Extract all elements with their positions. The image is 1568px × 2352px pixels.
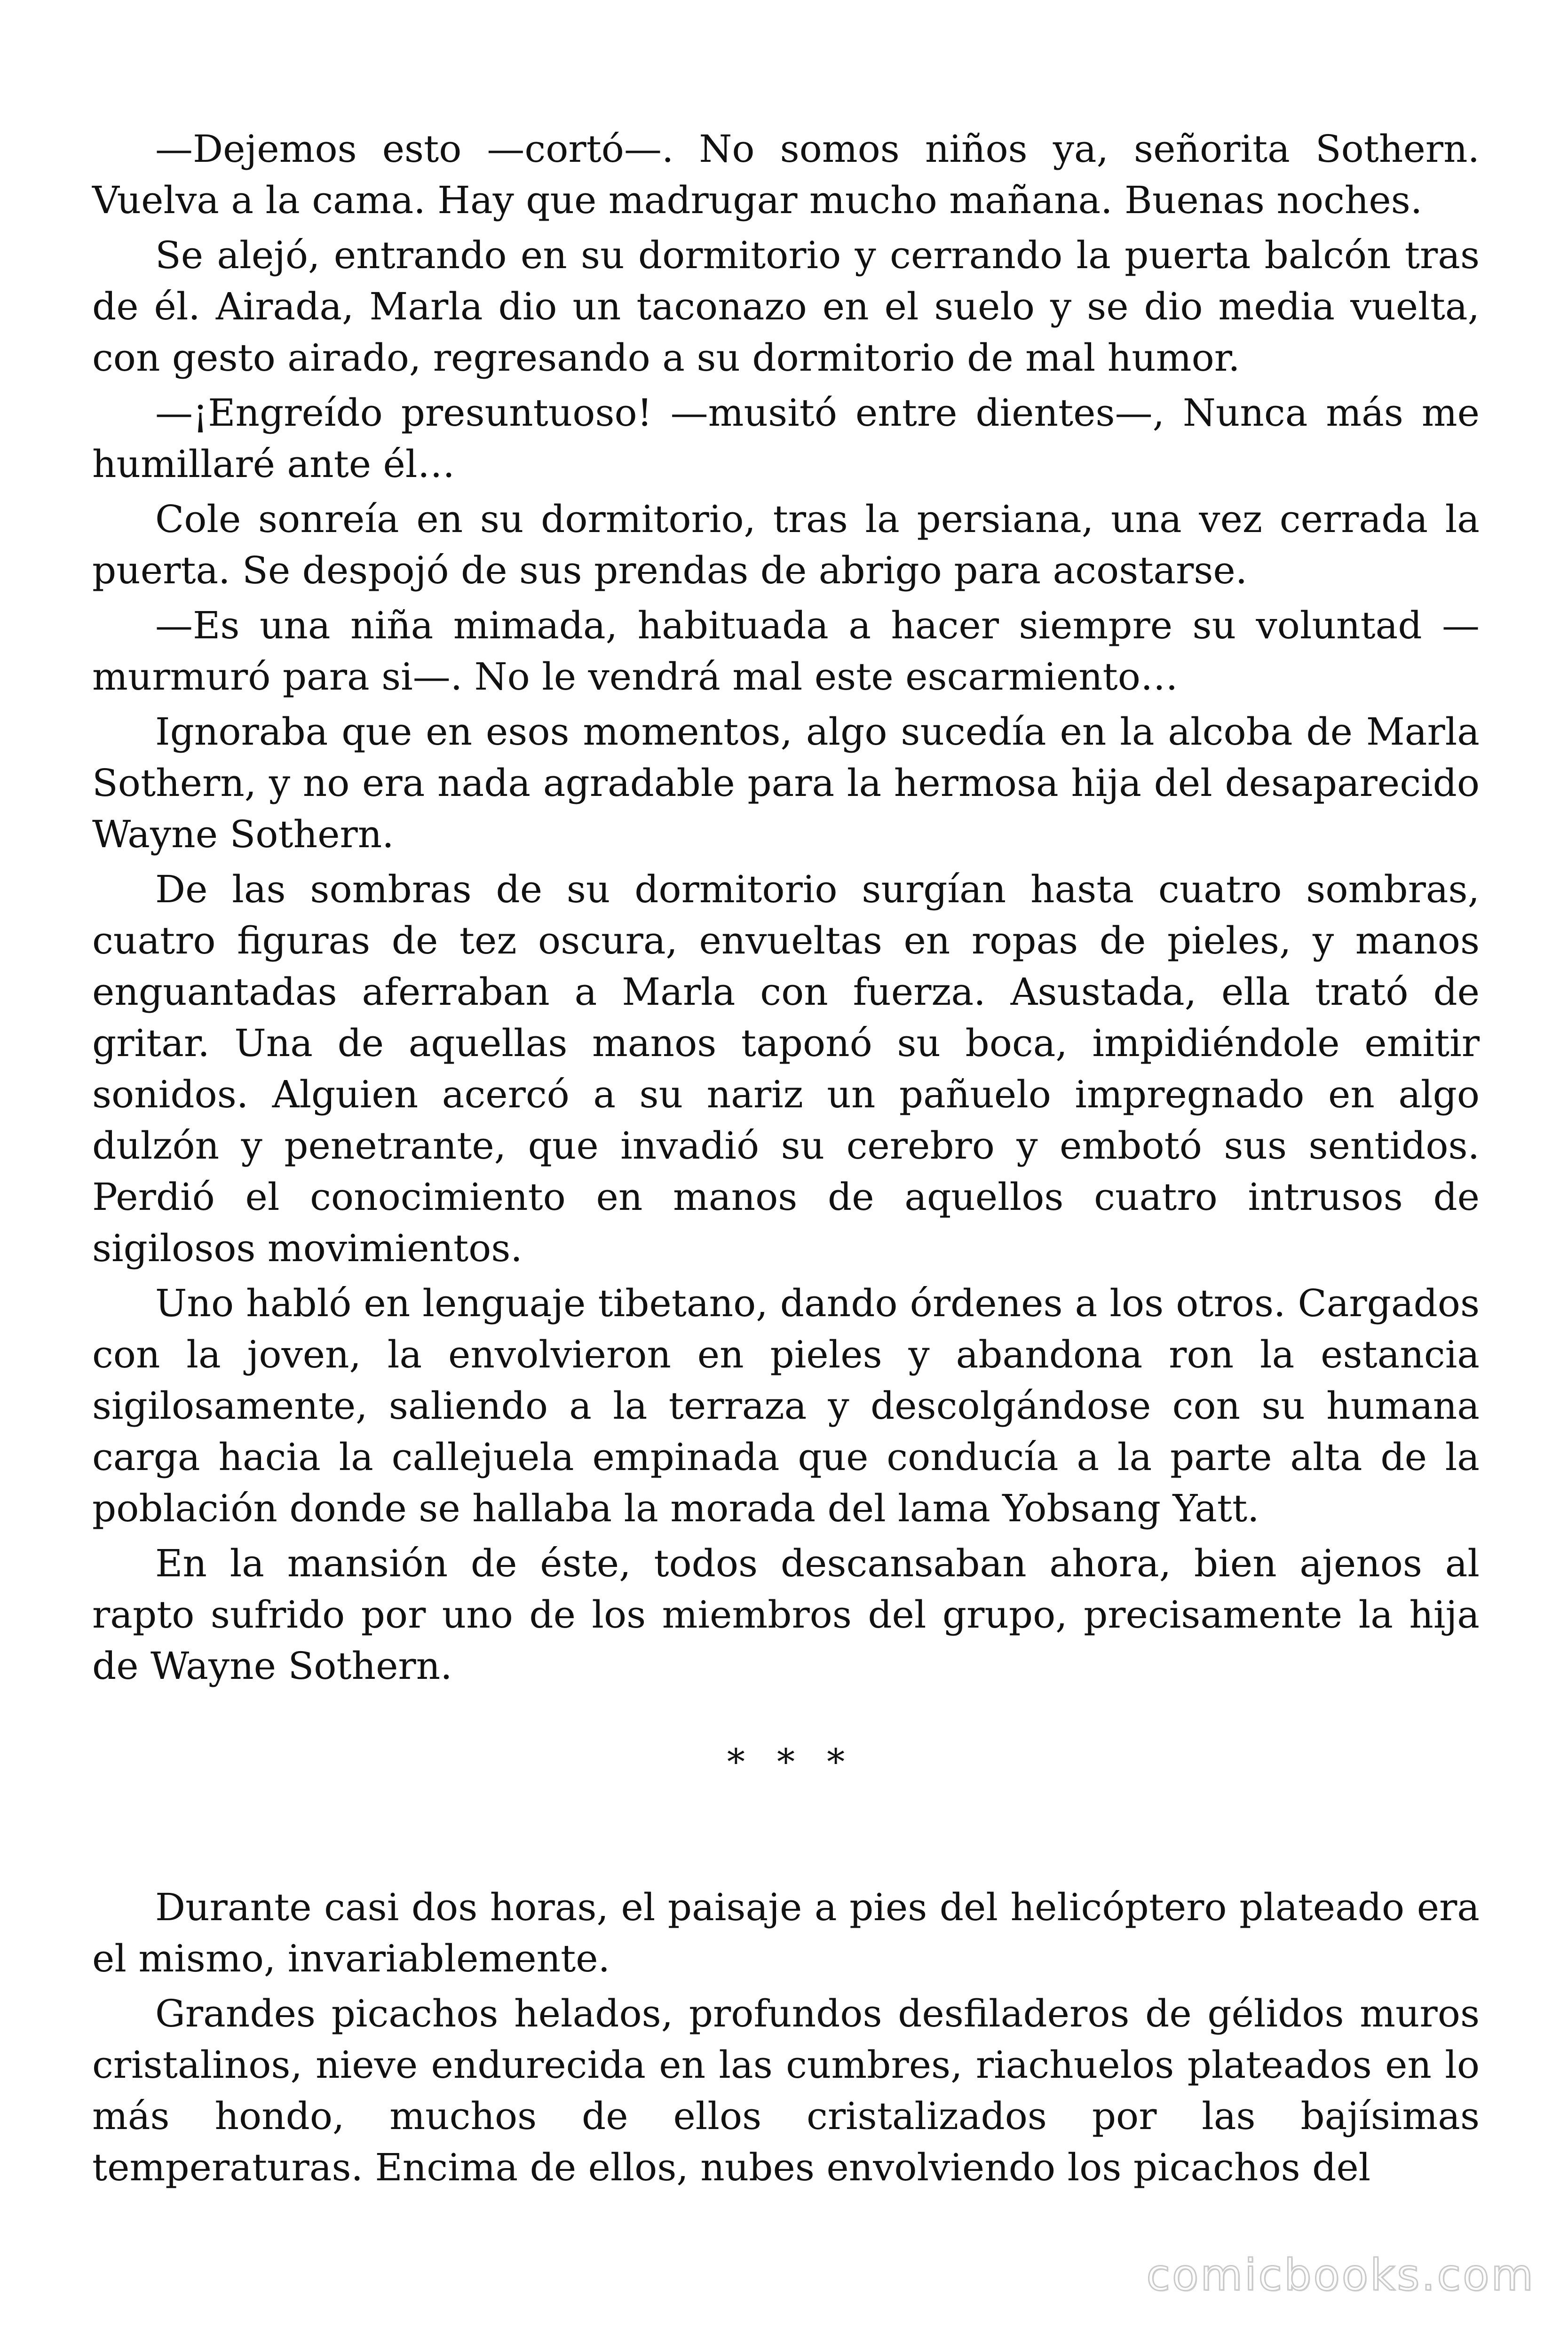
paragraph: Durante casi dos horas, el paisaje a pies del helicóptero plateado era el mismo, invariablemente.	[92, 1885, 1480, 1980]
paragraph: —Dejemos esto —cortó—. No somos niños ya, señorita Sothern. Vuelva a la cama. Hay que madrugar mucho mañana. Buenas noches.	[92, 127, 1480, 222]
paragraph: Cole sonreía en su dormitorio, tras la persiana, una vez cerrada la puerta. Se despojó de sus prendas de abrigo para acostarse.	[92, 497, 1480, 592]
paragraph: —¡Engreído presuntuoso! —musitó entre dientes—, Nunca más me humillaré ante él…	[92, 391, 1480, 486]
section-separator: * * *	[727, 1741, 855, 1783]
paragraph: Grandes picachos helados, profundos desfiladeros de gélidos muros cristalinos, nieve endurecida en las cumbres, riachuelos plateados en lo más hondo, muchos de ellos cristalizados por las bajísimas temperaturas. Encima de ellos, nubes envolviendo los picachos del	[92, 1992, 1480, 2189]
paragraph: Uno habló en lenguaje tibetano, dando órdenes a los otros. Cargados con la joven, la envolvieron en pieles y abandona ron la estancia sigilosamente, saliendo a la terraza y descolgándose con su humana carga hacia la callejuela empinada que conducía a la parte alta de la población donde se hallaba la morada del lama Yobsang Yatt.	[92, 1281, 1480, 1530]
paragraph: Se alejó, entrando en su dormitorio y cerrando la puerta balcón tras de él. Airada, Marla dio un taconazo en el suelo y se dio media vuelta, con gesto airado, regresando a su dormitorio de mal humor.	[92, 233, 1480, 380]
paragraph: En la mansión de éste, todos descansaban ahora, bien ajenos al rapto sufrido por uno de los miembros del grupo, precisamente la hija de Wayne Sothern.	[92, 1542, 1480, 1688]
paragraph: Ignoraba que en esos momentos, algo sucedía en la alcoba de Marla Sothern, y no era nada agradable para la hermosa hija del desaparecido Wayne Sothern.	[92, 710, 1480, 856]
watermark-logo: comicbooks.com	[1146, 2250, 1535, 2300]
paragraph: De las sombras de su dormitorio surgían hasta cuatro sombras, cuatro figuras de tez oscura, envueltas en ropas de pieles, y manos enguantadas aferraban a Marla con fuerza. Asustada, ella trató de gritar. Una de aquellas manos taponó su boca, impidiéndole emitir sonidos. Alguien acercó a su nariz un pañuelo impregnado en algo dulzón y penetrante, que invadió su cerebro y embotó sus sentidos. Perdió el conocimiento en manos de aquellos cuatro intrusos de sigilosos movimientos.	[92, 867, 1480, 1270]
paragraph: —Es una niña mimada, habituada a hacer siempre su voluntad —murmuró para si—. No le vendrá mal este escarmiento…	[92, 604, 1480, 699]
book-page	[92, 123, 1480, 2197]
